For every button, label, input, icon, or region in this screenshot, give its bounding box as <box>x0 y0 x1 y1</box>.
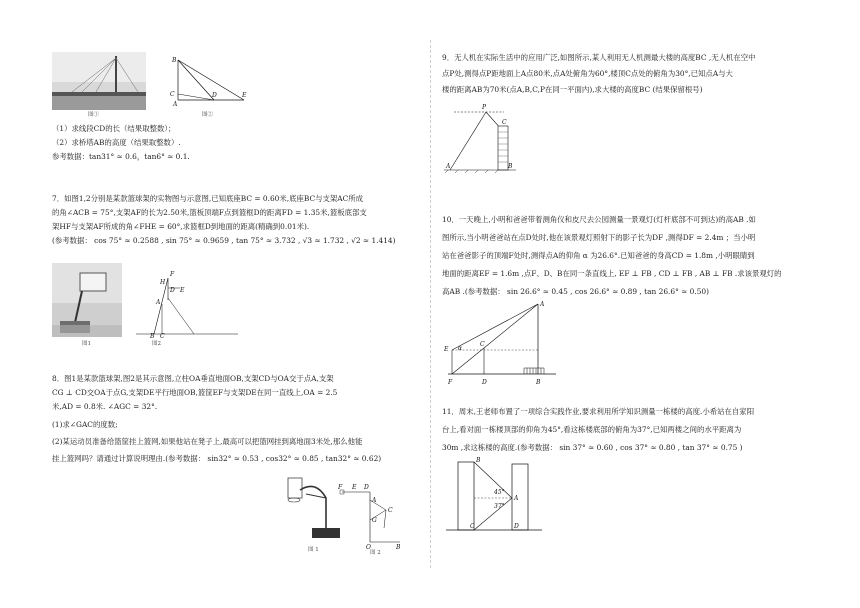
q6-line-3: 参考数据：tan31° ≈ 0.6，tan6° ≈ 0.1. <box>52 152 190 161</box>
q7-line-3: 架HF与支架AF所成的角∠FHE = 60°,求篮框D到地面的距离(精确到0.01米). <box>52 222 310 231</box>
q11-line-3: 30m ,求这栋楼的高度.(参考数据： sin 37° ≈ 0.60 , cos 37° ≈ 0.80 , tan 37° ≈ 0.75 ) <box>442 443 743 452</box>
q9-drone-figure <box>444 100 518 174</box>
q10-label-d: D <box>482 379 487 386</box>
q8-label-f: F <box>338 484 343 491</box>
q7-line-1: 7．如图1,2分别是某款篮球架的实物图与示意图,已知底座BC = 0.60米,底座BC与支架AC所成 <box>52 194 364 203</box>
q11-line-2: 台上,看对面一栋楼顶部的仰角为45°,看这栋楼底部的俯角为37°,已知两楼之间的水平距离为 <box>442 425 742 434</box>
q9-line-1: 9．无人机在实际生活中的应用广泛,如图所示,某人利用无人机测最大楼的高度BC ,无人机在空中 <box>442 53 756 62</box>
q6-label-c: C <box>170 91 175 98</box>
q11-label-d: D <box>514 523 519 530</box>
q10-line-1: 10．一天晚上,小明和爸爸带着测角仪和皮尺去公园测量一景观灯(灯杆底部不可到达)的高AB .如 <box>442 215 756 224</box>
q9-label-c: C <box>502 119 507 126</box>
q11-buildings-figure <box>444 456 544 536</box>
q10-label-f: F <box>448 379 453 386</box>
q8-line-3: 米,AD = 0.8米. ∠AGC = 32°. <box>52 402 158 411</box>
q7-geometry-figure <box>136 264 240 338</box>
q6-label-a: A <box>173 101 178 108</box>
right-column <box>442 0 810 608</box>
q11-label-37: 37° <box>494 503 505 510</box>
q7-label-d: D <box>170 287 175 294</box>
q6-line-2: （2）求桥塔AB的高度（结果取整数）. <box>52 138 181 147</box>
q7-fig2-caption: 图2 <box>152 341 161 347</box>
q11-label-c: C <box>470 523 475 530</box>
q10-label-b: B <box>536 379 541 386</box>
q10-label-alpha: α <box>458 345 463 352</box>
q6-fig1-caption: 图① <box>88 112 100 118</box>
q6-geometry-figure <box>170 54 250 110</box>
q9-label-b: B <box>508 163 513 170</box>
q9-label-a: A <box>446 163 451 170</box>
q11-line-1: 11．周末,王老师布置了一项综合实践作业,要求利用所学知识测量一栋楼的高度.小希站在自家阳 <box>442 407 755 416</box>
q6-label-e: E <box>242 92 247 99</box>
q6-fig2-caption: 图② <box>202 112 214 118</box>
q6-label-d: D <box>212 92 217 99</box>
q8-label-a: A <box>372 497 377 504</box>
left-column <box>52 0 422 608</box>
q7-label-e: E <box>180 287 185 294</box>
q8-line-1: 8．图1是某款篮球架,图2是其示意图,立柱OA垂直地面OB,支架CD与OA交于点A,支架 <box>52 374 334 383</box>
q11-label-b: B <box>476 457 481 464</box>
q7-line-4: (参考数据： cos 75° ≈ 0.2588 , sin 75° ≈ 0.9659 , tan 75° ≈ 3.732 , √3 ≈ 1.732 , √2 ≈ 1.414) <box>52 236 396 245</box>
q7-line-2: 的角∠ACB = 75°,支架AF的长为2.50米,篮板顶端F点到篮框D的距离FD = 1.35米,篮板底部支 <box>52 208 367 217</box>
q11-label-a: A <box>514 495 519 502</box>
q7-label-a: A <box>156 299 161 306</box>
q10-label-a: A <box>540 301 545 308</box>
basketball-stand-photo <box>282 474 346 544</box>
q10-line-3: 站在爸爸影子的顶端F处时,测得点A的仰角 α 为26.6°.已知爸爸的身高CD = 1.8m ,小明眼睛到 <box>442 251 755 260</box>
q10-line-2: 图所示,当小明爸爸站在点D处时,他在该景观灯照射下的影子长为DF ,测得DF = 2.4m ；当小明 <box>442 233 756 242</box>
q6-label-b: B <box>172 57 177 64</box>
q9-line-3: 楼的距离AB为70米(点A,B,C,P在同一平面内),求大楼的高度BC (结果保留根号) <box>442 85 703 94</box>
q8-geometry-figure <box>338 480 404 550</box>
q8-line-5: (2)某运动员准备给篮筐挂上篮网,如果他站在凳子上,最高可以把篮网挂到离地面3米处,那么他能 <box>52 437 363 446</box>
q7-label-f: F <box>170 271 175 278</box>
q7-label-b: B <box>150 333 155 338</box>
q11-label-45: 45° <box>494 489 505 496</box>
column-divider <box>430 40 431 568</box>
q8-label-o: O <box>366 544 371 550</box>
q8-fig1-caption: 图 1 <box>308 547 319 553</box>
q7-fig1-caption: 图1 <box>82 341 91 347</box>
q8-line-4: (1)求∠GAC的度数; <box>52 420 118 429</box>
q9-line-2: 点P处,测得点P距地面上A点80米,点A处俯角为60°,楼顶C点处的俯角为30°,已知点A与大 <box>442 69 733 78</box>
q10-label-c: C <box>480 341 485 348</box>
q7-label-c: C <box>160 333 165 338</box>
q10-line-4: 地面的距离EF = 1.6m ,点F、D、B在同一条直线上, EF ⊥ FB , CD ⊥ FB , AB ⊥ FB .求该景观灯的 <box>442 269 782 278</box>
q8-label-e: E <box>352 484 357 491</box>
q10-label-e: E <box>444 346 449 353</box>
bridge-photo <box>52 52 146 110</box>
q8-label-g: G <box>372 517 377 524</box>
q7-label-h: H <box>160 279 166 286</box>
q6-line-1: （1）求线段CD的长（结果取整数）； <box>52 124 176 133</box>
q8-line-6: 挂上篮网吗？请通过计算说明理由.(参考数据： sin32° ≈ 0.53 , cos32° ≈ 0.85 , tan32° ≈ 0.62) <box>52 454 382 463</box>
basketball-hoop-photo <box>52 263 122 337</box>
q9-label-p: P <box>482 104 487 111</box>
q8-label-d: D <box>364 484 369 491</box>
q8-fig2-caption: 图 2 <box>370 550 381 556</box>
q10-streetlamp-figure <box>444 298 558 386</box>
q8-label-b: B <box>396 544 401 550</box>
q8-label-c: C <box>388 507 393 514</box>
q10-line-5: 高AB .(参考数据： sin 26.6° ≈ 0.45 , cos 26.6° ≈ 0.89 , tan 26.6° ≈ 0.50) <box>442 287 709 296</box>
q8-line-2: CG ⊥ CD交OA于点G,支架DE平行地面OB,篮筐EF与支架DE在同一直线上,OA = 2.5 <box>52 388 338 397</box>
